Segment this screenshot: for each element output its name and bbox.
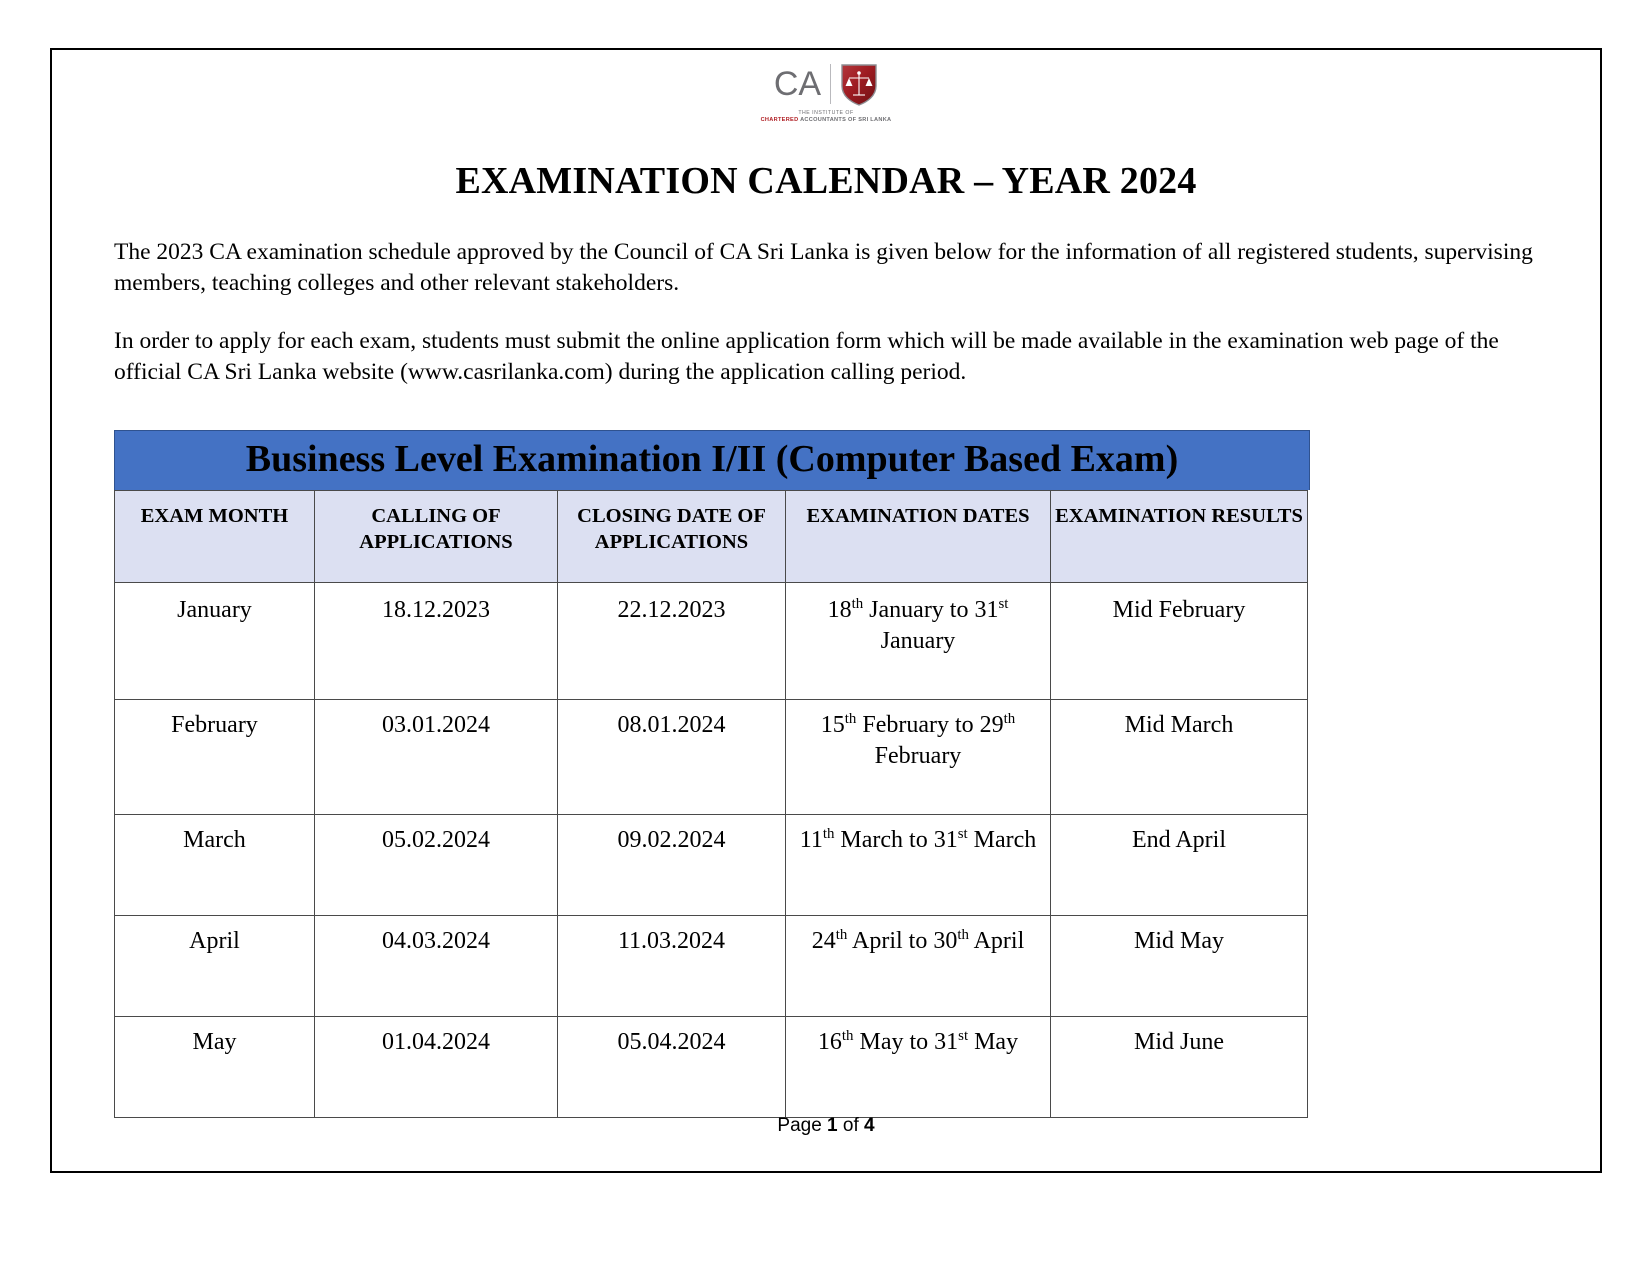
cell-calling-date: 01.04.2024: [315, 1017, 558, 1118]
footer-separator: of: [837, 1115, 865, 1136]
cell-examination-dates: 16th May to 31st May: [786, 1017, 1051, 1118]
cell-exam-month: January: [115, 582, 315, 699]
cell-calling-date: 05.02.2024: [315, 815, 558, 916]
footer-current-page: 1: [827, 1115, 838, 1136]
cell-exam-month: February: [115, 699, 315, 814]
column-header-exam-month: EXAM MONTH: [115, 491, 315, 582]
shield-scales-icon: [840, 62, 878, 106]
table-body: [115, 582, 1308, 1118]
cell-examination-dates: 11th March to 31st March: [786, 815, 1051, 916]
intro-paragraph-1: The 2023 CA examination schedule approved by the Council of CA Sri Lanka is given below for the information of all registered students, supervising members, teaching colleges and other relevant stakeholders.: [114, 239, 1533, 297]
footer-total-pages: 4: [864, 1115, 875, 1136]
table-header-row: [115, 491, 1308, 582]
logo-subtitle-chartered: CHARTERED: [760, 117, 799, 123]
cell-closing-date: 11.03.2024: [558, 916, 786, 1017]
table-banner: [114, 430, 1310, 490]
logo-ca-text: CA: [773, 65, 822, 103]
page-content: [52, 50, 1600, 1171]
cell-examination-results: Mid June: [1051, 1017, 1308, 1118]
cell-examination-dates: 18th January to 31st January: [786, 582, 1051, 699]
cell-examination-dates: 24th April to 30th April: [786, 916, 1051, 1017]
table-row: [115, 582, 1308, 699]
cell-examination-results: Mid May: [1051, 916, 1308, 1017]
column-header-calling-of-applications: CALLING OF APPLICATIONS: [315, 491, 558, 582]
table-row: [115, 815, 1308, 916]
cell-closing-date: 09.02.2024: [558, 815, 786, 916]
cell-exam-month: May: [115, 1017, 315, 1118]
table-row: [115, 699, 1308, 814]
cell-examination-results: Mid February: [1051, 582, 1308, 699]
logo-divider: [830, 64, 831, 104]
cell-calling-date: 03.01.2024: [315, 699, 558, 814]
cell-exam-month: March: [115, 815, 315, 916]
cell-closing-date: 08.01.2024: [558, 699, 786, 814]
table-row: [115, 916, 1308, 1017]
logo-subtitle-line-1: THE INSTITUTE OF: [798, 110, 854, 116]
logo-subtitle-line-2: [761, 117, 892, 123]
exam-calendar-section: [114, 430, 1310, 1118]
exam-calendar-table: [114, 490, 1308, 1118]
intro-paragraph-2: In order to apply for each exam, students must submit the online application form which will be made available in the examination web page of the official CA Sri Lanka website (www.casrilanka.com) during the application calling period.: [114, 327, 1499, 385]
page-footer: [52, 1115, 1600, 1137]
cell-examination-results: Mid March: [1051, 699, 1308, 814]
column-header-closing-date-of-applications: CLOSING DATE OF APPLICATIONS: [558, 491, 786, 582]
cell-closing-date: 22.12.2023: [558, 582, 786, 699]
page-title: EXAMINATION CALENDAR – YEAR 2024: [455, 160, 1197, 202]
cell-examination-dates: 15th February to 29th February: [786, 699, 1051, 814]
cell-examination-results: End April: [1051, 815, 1308, 916]
column-header-examination-dates: EXAMINATION DATES: [786, 491, 1051, 582]
table-banner-title: Business Level Examination I/II (Computer Based Exam): [245, 438, 1179, 480]
cell-closing-date: 05.04.2024: [558, 1017, 786, 1118]
table-row: [115, 1017, 1308, 1118]
cell-calling-date: 18.12.2023: [315, 582, 558, 699]
page-frame: [50, 48, 1602, 1173]
organization-logo: [52, 50, 1600, 123]
column-header-examination-results: EXAMINATION RESULTS: [1051, 491, 1308, 582]
cell-exam-month: April: [115, 916, 315, 1017]
logo-subtitle-accountants: ACCOUNTANTS OF SRI LANKA: [798, 117, 892, 123]
cell-calling-date: 04.03.2024: [315, 916, 558, 1017]
footer-prefix: Page: [777, 1115, 828, 1136]
